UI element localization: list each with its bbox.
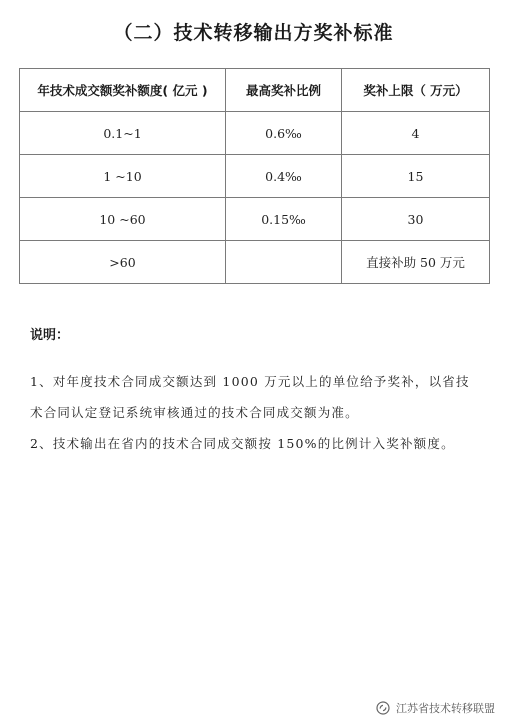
- table-header-row: [20, 69, 490, 112]
- wechat-official-account-icon: [376, 701, 390, 715]
- table-cell-cap: 直接补助 50 万元: [342, 241, 490, 284]
- source-watermark: [376, 700, 495, 716]
- table-row: [20, 198, 490, 241]
- table-cell-ratio: 0.4‰: [226, 155, 342, 198]
- notes-heading: 说明：: [30, 328, 70, 343]
- table-cell-amount: 0.1~1: [20, 112, 226, 155]
- column-header-amount: 年技术成交额奖补额度( 亿元 ): [20, 69, 226, 112]
- table-cell-ratio: 0.6‰: [226, 112, 342, 155]
- reward-standard-table: [19, 68, 490, 284]
- table-row: [20, 241, 490, 284]
- table-row: [20, 112, 490, 155]
- column-header-cap: 奖补上限（ 万元）: [342, 69, 490, 112]
- table-cell-amount: 1 ~10: [20, 155, 226, 198]
- watermark-text: 江苏省技术转移联盟: [396, 702, 495, 715]
- table-cell-cap: 30: [342, 198, 490, 241]
- column-header-max-ratio: 最高奖补比例: [226, 69, 342, 112]
- page-title: （二）技术转移输出方奖补标准: [113, 22, 394, 44]
- table-cell-cap: 15: [342, 155, 490, 198]
- note-item: 2、技术输出在省内的技术合同成交额按 150%的比例计入奖补额度。: [30, 436, 455, 451]
- table-cell-amount: >60: [20, 241, 226, 284]
- note-item: 1、对年度技术合同成交额达到 1000 万元以上的单位给予奖补，以省技术合同认定登记系统审核通过的技术合同成交额为准。: [30, 374, 470, 420]
- table-cell-ratio: 0.15‰: [226, 198, 342, 241]
- table-cell-ratio: [226, 241, 342, 284]
- table-row: [20, 155, 490, 198]
- table-cell-amount: 10 ~60: [20, 198, 226, 241]
- table-cell-cap: 4: [342, 112, 490, 155]
- notes-list: [30, 366, 480, 459]
